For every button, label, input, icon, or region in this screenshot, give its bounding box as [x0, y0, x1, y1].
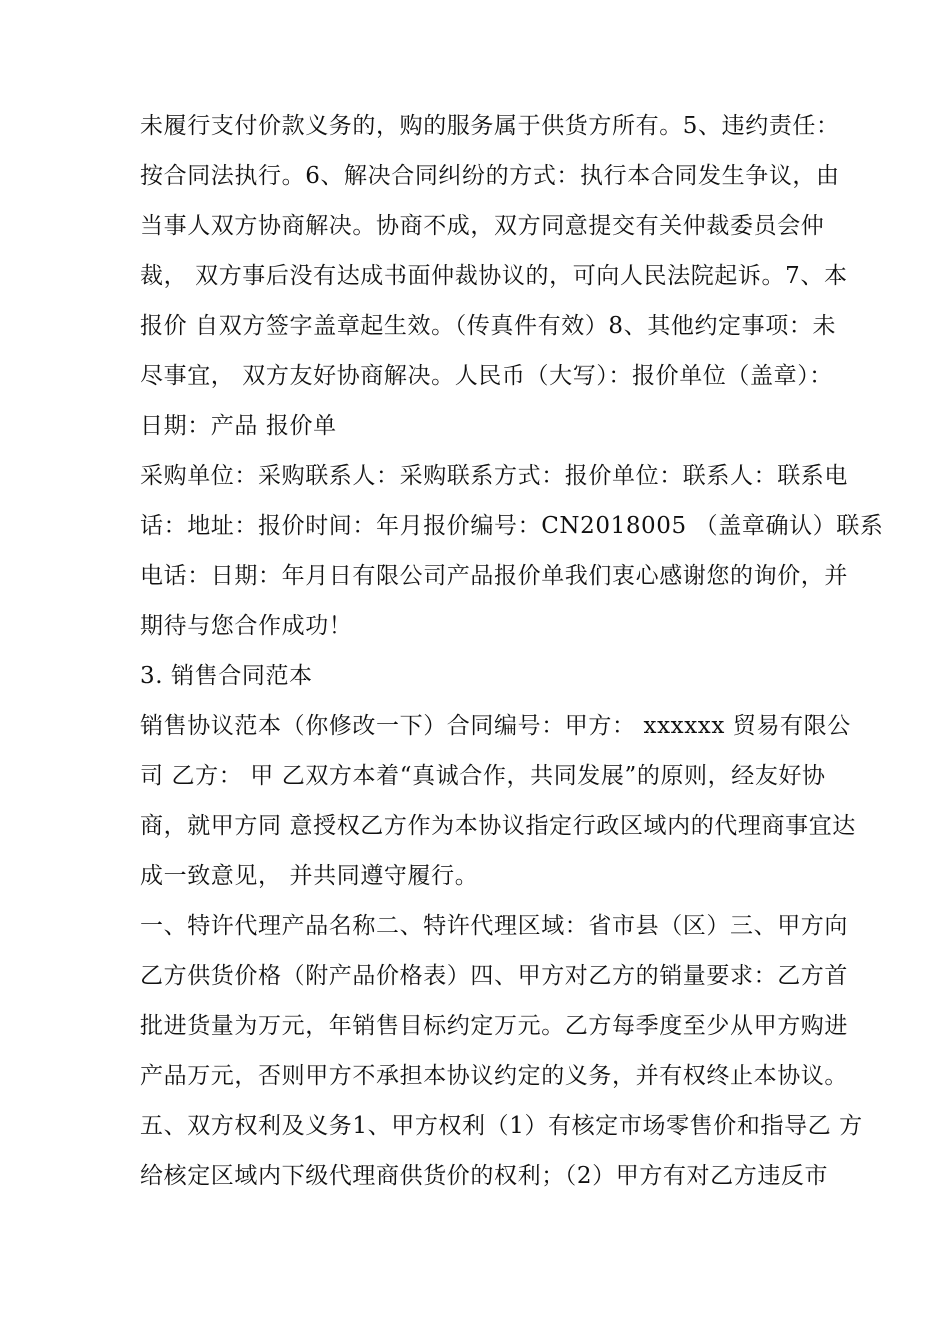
text-line: 乙方供货价格（附产品价格表）四、甲方对乙方的销量要求：乙方首: [140, 963, 848, 989]
text-line: 给核定区域内下级代理商供货价的权利；（2）甲方有对乙方违反市: [140, 1163, 829, 1189]
text-line: 报价 自双方签字盖章起生效。（传真件有效）8、其他约定事项：未: [140, 313, 837, 339]
text-line: 一、特许代理产品名称二、特许代理区域：省市县（区）三、甲方向: [140, 913, 848, 939]
text-line: 当事人双方协商解决。协商不成，双方同意提交有关仲裁委员会仲: [140, 213, 825, 239]
text-line: 产品万元，否则甲方不承担本协议约定的义务，并有权终止本协议。: [140, 1063, 848, 1089]
text-line: 按合同法执行。6、解决合同纠纷的方式：执行本合同发生争议，由: [140, 163, 840, 189]
section-heading: 3. 销售合同范本: [140, 663, 313, 689]
text-line: 采购单位：采购联系人：采购联系方式：报价单位：联系人：联系电: [140, 463, 848, 489]
text-line: 电话：日期：年月日有限公司产品报价单我们衷心感谢您的询价，并: [140, 563, 848, 589]
text-line: 成一致意见， 并共同遵守履行。: [140, 863, 479, 889]
text-line: 销售协议范本（你修改一下）合同编号：甲方： xxxxxx 贸易有限公: [140, 713, 851, 739]
text-line: 尽事宜， 双方友好协商解决。人民币（大写）：报价单位（盖章）：: [140, 363, 833, 389]
text-line: 期待与您合作成功！: [140, 613, 353, 639]
text-line: 话：地址：报价时间：年月报价编号：CN2018005 （盖章确认）联系: [140, 513, 884, 539]
text-line: 未履行支付价款义务的，购的服务属于供货方所有。5、违约责任：: [140, 113, 840, 139]
text-line: 司 乙方： 甲 乙双方本着“真诚合作，共同发展”的原则，经友好协: [140, 763, 826, 789]
text-line: 裁， 双方事后没有达成书面仲裁协议的，可向人民法院起诉。7、本: [140, 263, 848, 289]
text-line: 五、双方权利及义务1、甲方权利（1）有核定市场零售价和指导乙 方: [140, 1113, 863, 1139]
text-line: 日期：产品 报价单: [140, 413, 337, 439]
text-line: 商，就甲方同 意授权乙方作为本协议指定行政区域内的代理商事宜达: [140, 813, 856, 839]
text-line: 批进货量为万元，年销售目标约定万元。乙方每季度至少从甲方购进: [140, 1013, 848, 1039]
